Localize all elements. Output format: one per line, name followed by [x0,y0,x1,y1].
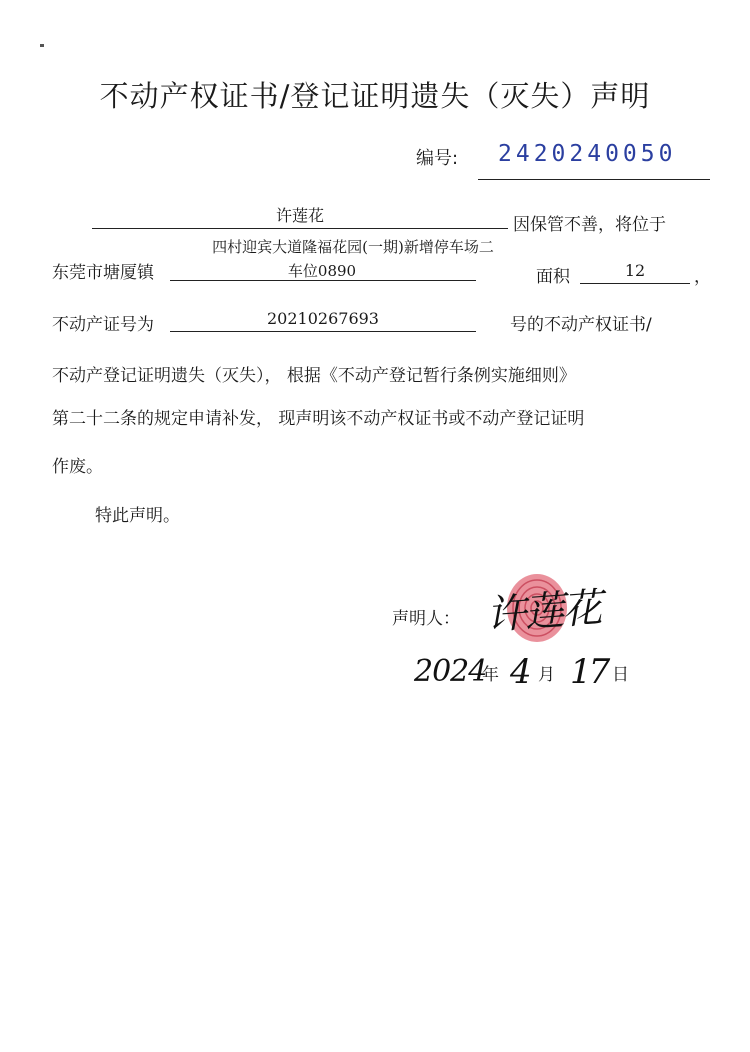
address-line1: 四村迎宾大道隆福花园(一期)新增停车场二 [212,238,494,256]
area-underline [580,283,690,284]
area-value: 12 [624,261,646,280]
number-underline [478,179,710,180]
area-comma: ， [694,267,711,287]
date-year-unit: 年 [482,665,499,685]
document-title: 不动产权证书/登记证明遗失（灭失）声明 [99,79,651,113]
body-line: 不动产登记证明遗失（灭失）， 根据《不动产登记暂行条例实施细则》 [52,366,576,386]
cert-underline [170,331,476,332]
scan-speck [40,44,44,47]
name-underline [92,228,508,229]
date-month-unit: 月 [538,665,555,685]
area-label: 面积 [536,267,570,287]
date-month: 4 [510,652,532,692]
closing-statement: 特此声明。 [95,506,180,526]
row3-prefix: 不动产证号为 [52,315,154,335]
certificate-number: 20210267693 [267,309,379,328]
address-underline [170,280,476,281]
date-day: 17 [570,652,608,692]
row2-prefix: 东莞市塘厦镇 [52,263,154,283]
body-line: 作废。 [52,457,103,477]
applicant-name: 许莲花 [275,206,324,225]
date-day-unit: 日 [612,665,629,685]
body-line: 第二十二条的规定申请补发， 现声明该不动产权证书或不动产登记证明 [52,409,585,429]
row1-suffix: 因保管不善，将位于 [513,215,666,235]
address-line2: 车位0890 [287,262,357,280]
handwritten-signature: 许莲花 [484,585,602,639]
declarant-label: 声明人： [392,609,460,629]
date-year: 2024 [414,654,487,689]
number-value: 2420240050 [498,141,677,167]
row3-suffix: 号的不动产权证书/ [510,315,652,335]
number-label: 编号: [416,148,459,169]
